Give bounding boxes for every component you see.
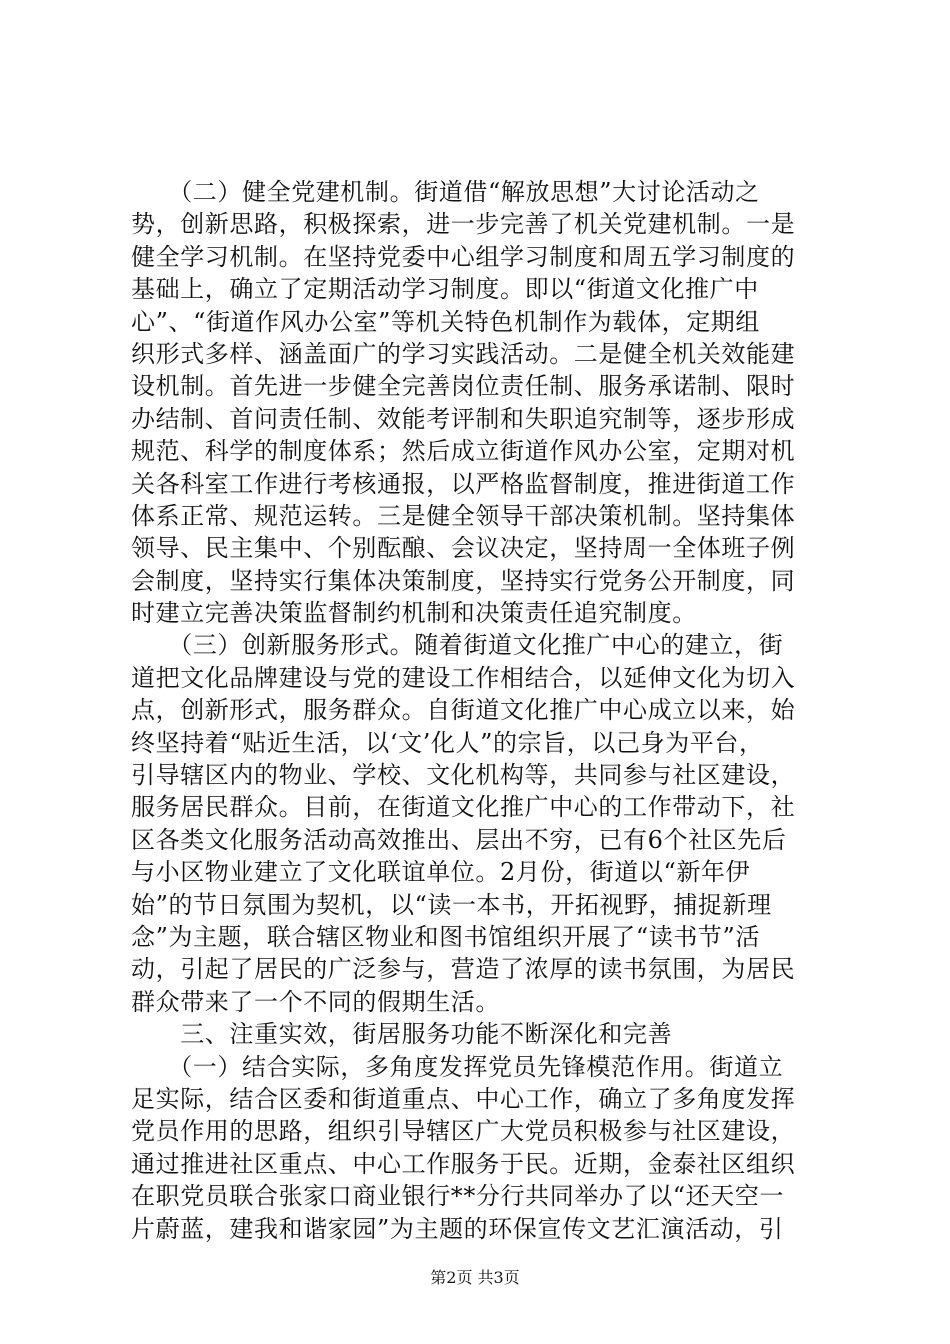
text-line: 终坚持着“贴近生活，以‘文’化人”的宗旨，以己身为平台， bbox=[131, 728, 764, 757]
text-line: 健全学习机制。在坚持党委中心组学习制度和周五学习制度的 bbox=[131, 242, 796, 271]
text-line: 始”的节日氛围为契机，以“读一本书，开拓视野，捕捉新理 bbox=[131, 890, 772, 919]
text-line: 道把文化品牌建设与党的建设工作相结合，以延伸文化为切入 bbox=[131, 663, 796, 692]
page-number-footer: 第2页 共3页 bbox=[430, 1268, 520, 1287]
text-line: 足实际，结合区委和街道重点、中心工作，确立了多角度发挥 bbox=[131, 1084, 796, 1113]
text-line: 区各类文化服务活动高效推出、层出不穷，已有6个社区先后 bbox=[131, 825, 787, 854]
text-line: 规范、科学的制度体系；然后成立街道作风办公室，定期对机 bbox=[131, 437, 796, 466]
text-line: 基础上，确立了定期活动学习制度。即以“街道文化推广中 bbox=[131, 275, 759, 304]
text-line: 通过推进社区重点、中心工作服务于民。近期，金泰社区组织 bbox=[131, 1149, 796, 1178]
document-body bbox=[131, 176, 831, 1245]
text-line: 心”、“街道作风办公室”等机关特色机制作为载体，定期组 bbox=[131, 307, 761, 336]
text-line: 动，引起了居民的广泛参与，营造了浓厚的读书氛围，为居民 bbox=[131, 955, 796, 984]
text-line: 引导辖区内的物业、学校、文化机构等，共同参与社区建设， bbox=[131, 761, 796, 790]
text-line: 服务居民群众。目前，在街道文化推广中心的工作带动下，社 bbox=[131, 793, 796, 822]
text-line: 关各科室工作进行考核通报，以严格监督制度，推进街道工作 bbox=[131, 469, 796, 498]
text-line: 织形式多样、涵盖面广的学习实践活动。二是健全机关效能建 bbox=[131, 339, 796, 368]
text-line: 会制度，坚持实行集体决策制度，坚持实行党务公开制度，同 bbox=[131, 566, 796, 595]
text-line: 领导、民主集中、个别酝酿、会议决定，坚持周一全体班子例 bbox=[131, 534, 796, 563]
text-line: 党员作用的思路，组织引导辖区广大党员积极参与社区建设， bbox=[131, 1117, 796, 1146]
text-line: 在职党员联合张家口商业银行**分行共同举办了以“还天空一 bbox=[131, 1182, 785, 1211]
text-line: （三）创新服务形式。随着街道文化推广中心的建立，街 bbox=[131, 631, 784, 660]
text-line: 点，创新形式，服务群众。自街道文化推广中心成立以来，始 bbox=[131, 696, 796, 725]
text-line: 群众带来了一个不同的假期生活。 bbox=[131, 987, 500, 1016]
text-line: 设机制。首先进一步健全完善岗位责任制、服务承诺制、限时 bbox=[131, 372, 796, 401]
text-line: 势，创新思路，积极探索，进一步完善了机关党建机制。一是 bbox=[131, 210, 796, 239]
text-line: 时建立完善决策监督制约机制和决策责任追究制度。 bbox=[131, 599, 697, 628]
text-line: 与小区物业建立了文化联谊单位。2月份，街道以“新年伊 bbox=[131, 858, 751, 887]
text-line: 体系正常、规范运转。三是健全领导干部决策机制。坚持集体 bbox=[131, 501, 796, 530]
text-line: 片蔚蓝，建我和谐家园”为主题的环保宣传文艺汇演活动，引 bbox=[131, 1214, 784, 1243]
section-heading: 三、注重实效，街居服务功能不断深化和完善 bbox=[131, 1020, 673, 1049]
text-line: （二）健全党建机制。街道借“解放思想”大讨论活动之 bbox=[131, 178, 760, 206]
text-line: 办结制、首问责任制、效能考评制和失职追究制等，逐步形成 bbox=[131, 404, 796, 433]
text-line: 念”为主题，联合辖区物业和图书馆组织开展了“读书节”活 bbox=[131, 922, 761, 951]
text-line: （一）结合实际，多角度发挥党员先锋模范作用。街道立 bbox=[131, 1052, 784, 1081]
